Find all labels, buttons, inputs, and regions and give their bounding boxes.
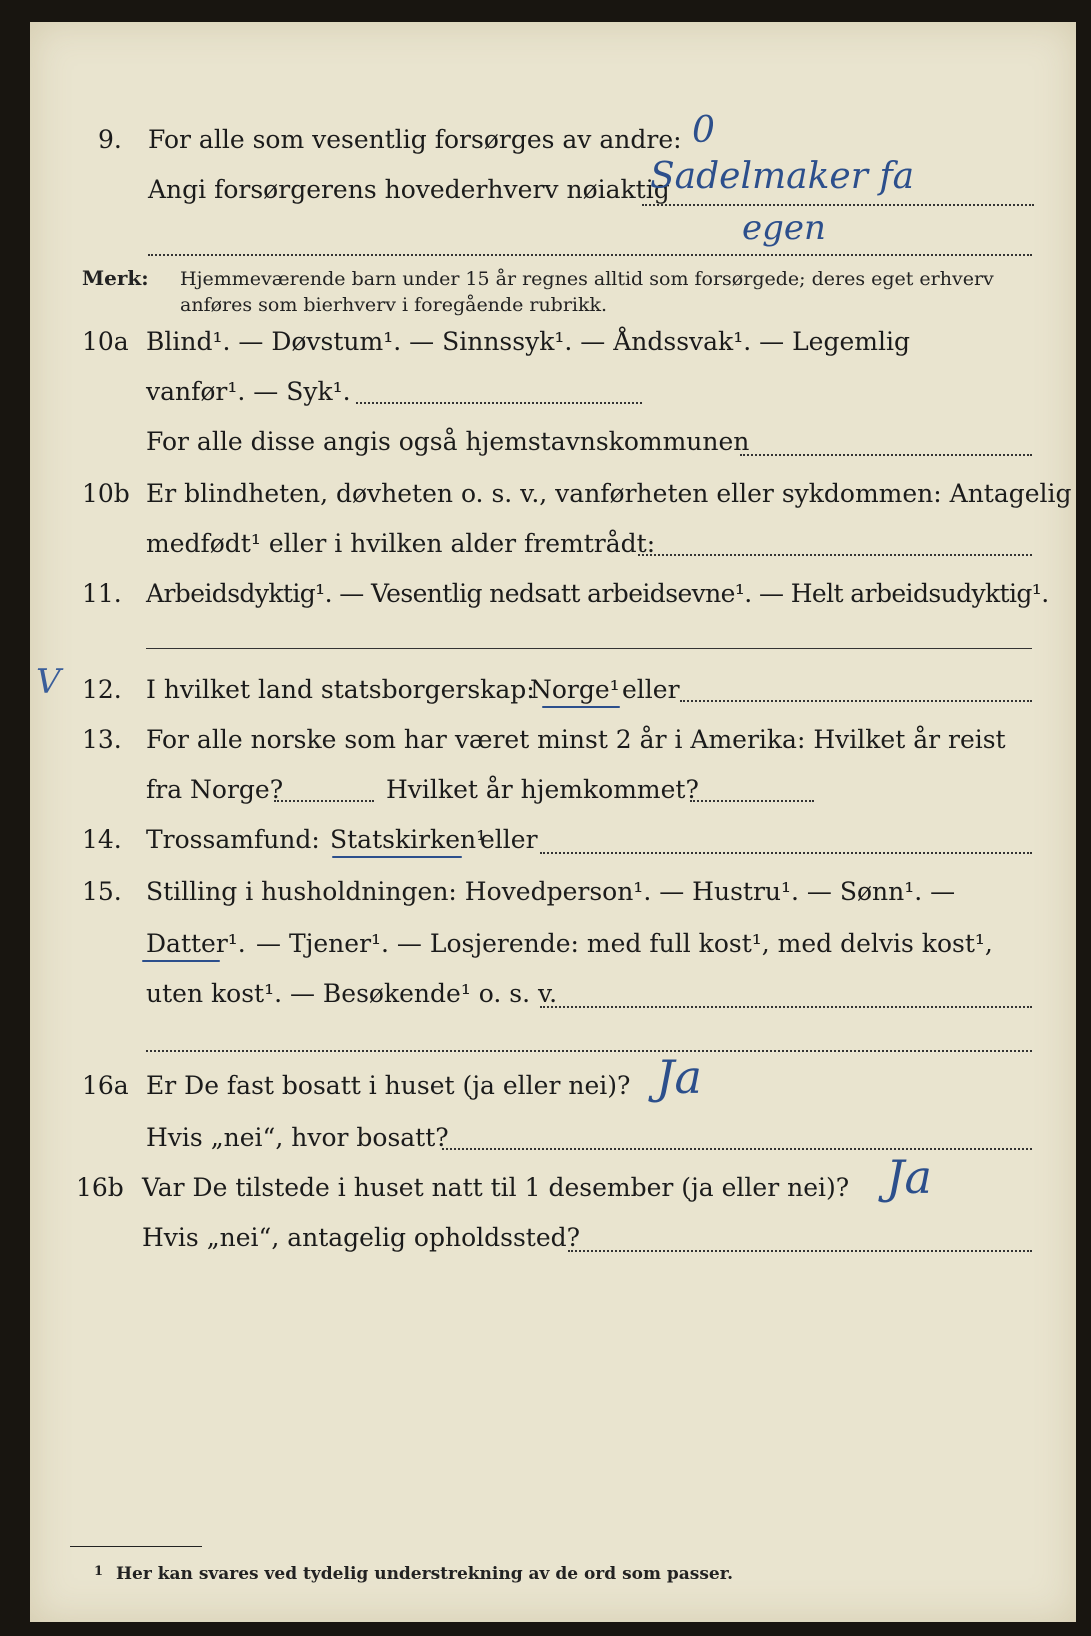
q12-option-norge[interactable]: Norge¹: [530, 675, 620, 704]
q12-number: 12.: [82, 675, 122, 704]
q13-question: For alle norske som har været minst 2 år i Amerika: Hvilket år reist: [146, 725, 1006, 754]
q11-number: 11.: [82, 579, 122, 608]
q13-hjemkommet: Hvilket år hjemkommet?: [386, 775, 699, 804]
q13-reist: fra Norge?: [146, 775, 284, 804]
q10b-question-cont: medfødt¹ eller i hvilken alder fremtrådt:: [146, 529, 656, 558]
q10a-answer-line: [356, 402, 642, 404]
q10a-question-cont: vanfør¹. — Syk¹.: [146, 377, 351, 406]
q13-number: 13.: [82, 725, 122, 754]
q15-answer-line2: [146, 1050, 1032, 1052]
q11-answer-line: [146, 648, 1032, 649]
q15-answer-line: [540, 1006, 1032, 1008]
footnote-rule: [70, 1546, 202, 1547]
census-form-page: [30, 22, 1076, 1622]
q16a-answer-line: [442, 1148, 1032, 1150]
q9-answer-zero[interactable]: 0: [692, 110, 715, 151]
q9-subquestion: Angi forsørgerens hovederhverv nøiaktig: [148, 175, 670, 204]
q9-number: 9.: [98, 125, 122, 154]
q16b-answer[interactable]: Ja: [886, 1150, 932, 1204]
q15-option-datter[interactable]: Datter¹.: [146, 929, 246, 958]
merk-line2: anføres som bierhverv i foregående rubrikk.: [180, 294, 608, 316]
q12-question: I hvilket land statsborgerskap:: [146, 675, 535, 704]
q14-number: 14.: [82, 825, 122, 854]
q10a-number: 10a: [82, 327, 129, 356]
q16a-answer[interactable]: Ja: [656, 1050, 702, 1104]
q15-number: 15.: [82, 877, 122, 906]
q9-answer-egen[interactable]: egen: [742, 208, 826, 248]
q15-options: — Tjener¹. — Losjerende: med full kost¹, med delvis kost¹,: [256, 929, 993, 958]
checkmark-icon: V: [36, 662, 61, 702]
q12-norge-underline: [542, 706, 620, 708]
q16b-question: Var De tilstede i huset natt til 1 desember (ja eller nei)?: [142, 1173, 850, 1202]
q15-question: Stilling i husholdningen: Hovedperson¹. — Hustru¹. — Sønn¹. —: [146, 877, 956, 906]
q16a-followup: Hvis „nei“, hvor bosatt?: [146, 1123, 449, 1152]
q16b-number: 16b: [76, 1173, 124, 1202]
q15-options-cont: uten kost¹. — Besøkende¹ o. s. v.: [146, 979, 558, 1008]
q11-question: Arbeidsdyktig¹. — Vesentlig nedsatt arbeidsevne¹. — Helt arbeidsudyktig¹.: [146, 579, 1049, 608]
q16a-number: 16a: [82, 1071, 129, 1100]
q14-option-eller: eller: [480, 825, 538, 854]
q10a-hjemstavn: For alle disse angis også hjemstavnskommunen: [146, 427, 750, 456]
q10b-number: 10b: [82, 479, 130, 508]
q16a-question: Er De fast bosatt i huset (ja eller nei)?: [146, 1071, 631, 1100]
q13-reist-line: [274, 800, 374, 802]
q9-answer-line2: [148, 254, 1032, 256]
merk-label: Merk:: [82, 266, 149, 290]
q14-answer-line: [540, 852, 1032, 854]
q16b-answer-line: [568, 1250, 1032, 1252]
q9-answer-line: [642, 204, 1034, 206]
q14-label: Trossamfund:: [146, 825, 320, 854]
q14-statskirken-underline: [332, 856, 462, 858]
q12-option-eller: eller: [622, 675, 680, 704]
footnote-text: Her kan svares ved tydelig understrekning av de ord som passer.: [116, 1564, 734, 1584]
q12-answer-line: [680, 700, 1032, 702]
q15-datter-underline: [142, 960, 220, 962]
q9-answer-occupation[interactable]: Sadelmaker fa: [650, 156, 915, 197]
q10a-hjemstavn-line: [740, 454, 1032, 456]
q14-option-statskirken[interactable]: Statskirken¹: [330, 825, 487, 854]
merk-line1: Hjemmeværende barn under 15 år regnes alltid som forsørgede; deres eget erhverv: [180, 268, 994, 290]
q10b-question: Er blindheten, døvheten o. s. v., vanførheten eller sykdommen: Antagelig: [146, 479, 1072, 508]
q10b-answer-line: [638, 554, 1032, 556]
footnote-mark: 1: [94, 1564, 104, 1579]
q9-question: For alle som vesentlig forsørges av andre:: [148, 125, 682, 154]
q10a-question: Blind¹. — Døvstum¹. — Sinnssyk¹. — Åndssvak¹. — Legemlig: [146, 327, 910, 356]
q13-hjemkommet-line: [690, 800, 814, 802]
q16b-followup: Hvis „nei“, antagelig opholdssted?: [142, 1223, 581, 1252]
